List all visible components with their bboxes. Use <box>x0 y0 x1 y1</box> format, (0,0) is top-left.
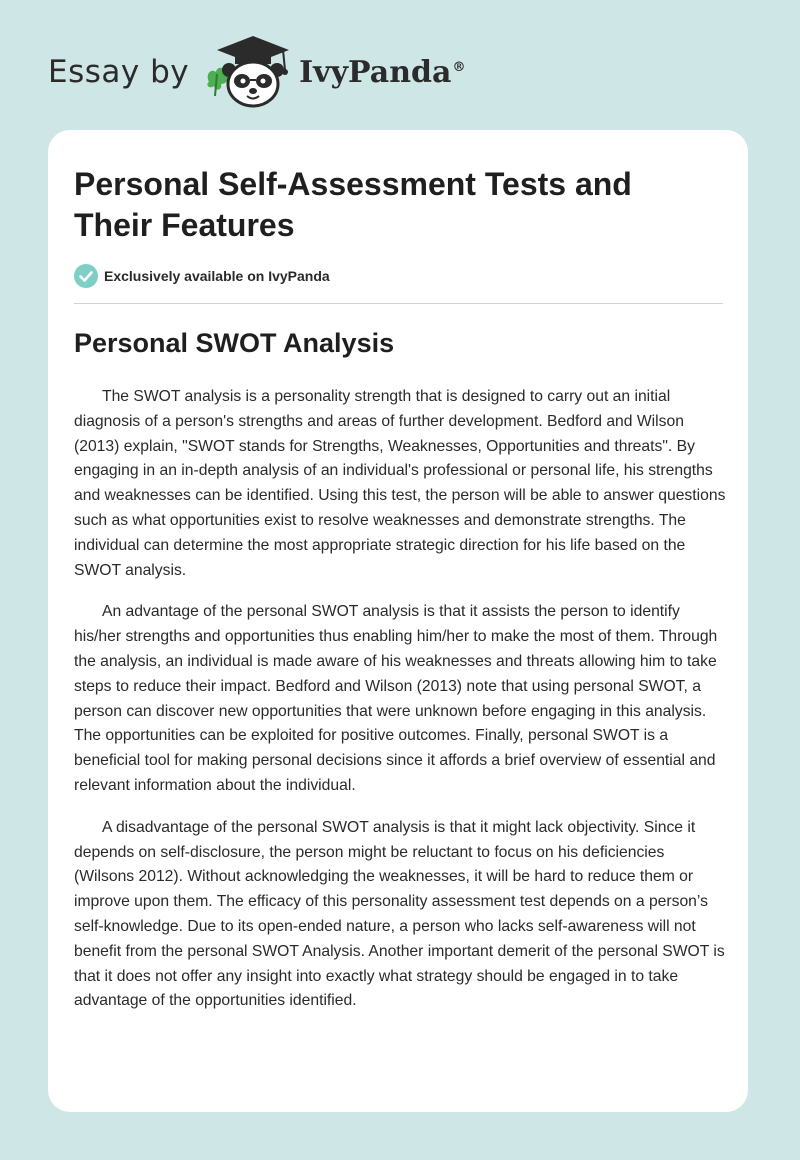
title-divider <box>74 303 723 304</box>
essay-by-label: Essay by <box>48 54 190 90</box>
paragraph: An advantage of the personal SWOT analysis is that it assists the person to identify his/her strengths and opportunities thus enabling him/her to make the most of them. Through the analysis, an individual is made aware of his weaknesses and threats allowing him to take steps to reduce their impact. Bedford and Wilson (2013) note that using personal SWOT, a person can discover new opportunities that were unknown before engaging in this analysis. The opportunities can be exploited for positive outcomes. Finally, personal SWOT is a beneficial tool for making personal decisions since it affords a brief overview of essential and relevant information about the individual. <box>74 603 718 794</box>
section-title: Personal SWOT Analysis <box>74 328 395 358</box>
exclusive-badge-label: Exclusively available on IvyPanda <box>104 268 330 284</box>
essay-body <box>74 385 728 1031</box>
site-header <box>48 34 648 110</box>
paragraph: The SWOT analysis is a personality strength that is designed to carry out an initial diagnosis of a person's strengths and areas of further development. Bedford and Wilson (2013) explain, "SWOT stands for Strengths, Weaknesses, Opportunities and threats". By engaging in an in-depth analysis of an individual's professional or personal life, his strengths and weaknesses can be identified. Using this test, the person will be able to answer questions such as what opportunities exist to resolve weaknesses and demonstrate strengths. The individual can determine the most appropriate strategic direction for his life based on the SWOT analysis. <box>74 388 726 579</box>
brand-text: IvyPanda <box>299 54 452 90</box>
page-title: Personal Self-Assessment Tests and Their Features <box>74 166 632 243</box>
exclusive-badge <box>74 264 330 288</box>
essay-card <box>48 130 748 1112</box>
paragraph: A disadvantage of the personal SWOT analysis is that it might lack objectivity. Since it depends on self-disclosure, the person might be reluctant to focus on his deficiencies (Wilsons 2012). Without acknowledging the weaknesses, it will be hard to reduce them or improve upon them. The efficacy of this personality assessment test depends on a person’s self-knowledge. Due to its open-ended nature, a person who lacks self-awareness will not benefit from the personal SWOT Analysis. Another important demerit of the personal SWOT is that it does not offer any insight into exactly what strategy should be engaged in to take advantage of the opportunities identified. <box>74 818 725 1010</box>
registered-mark: ® <box>452 59 466 75</box>
check-circle-icon <box>74 264 98 288</box>
panda-logo-icon[interactable] <box>203 34 293 110</box>
brand-name[interactable] <box>299 55 465 90</box>
